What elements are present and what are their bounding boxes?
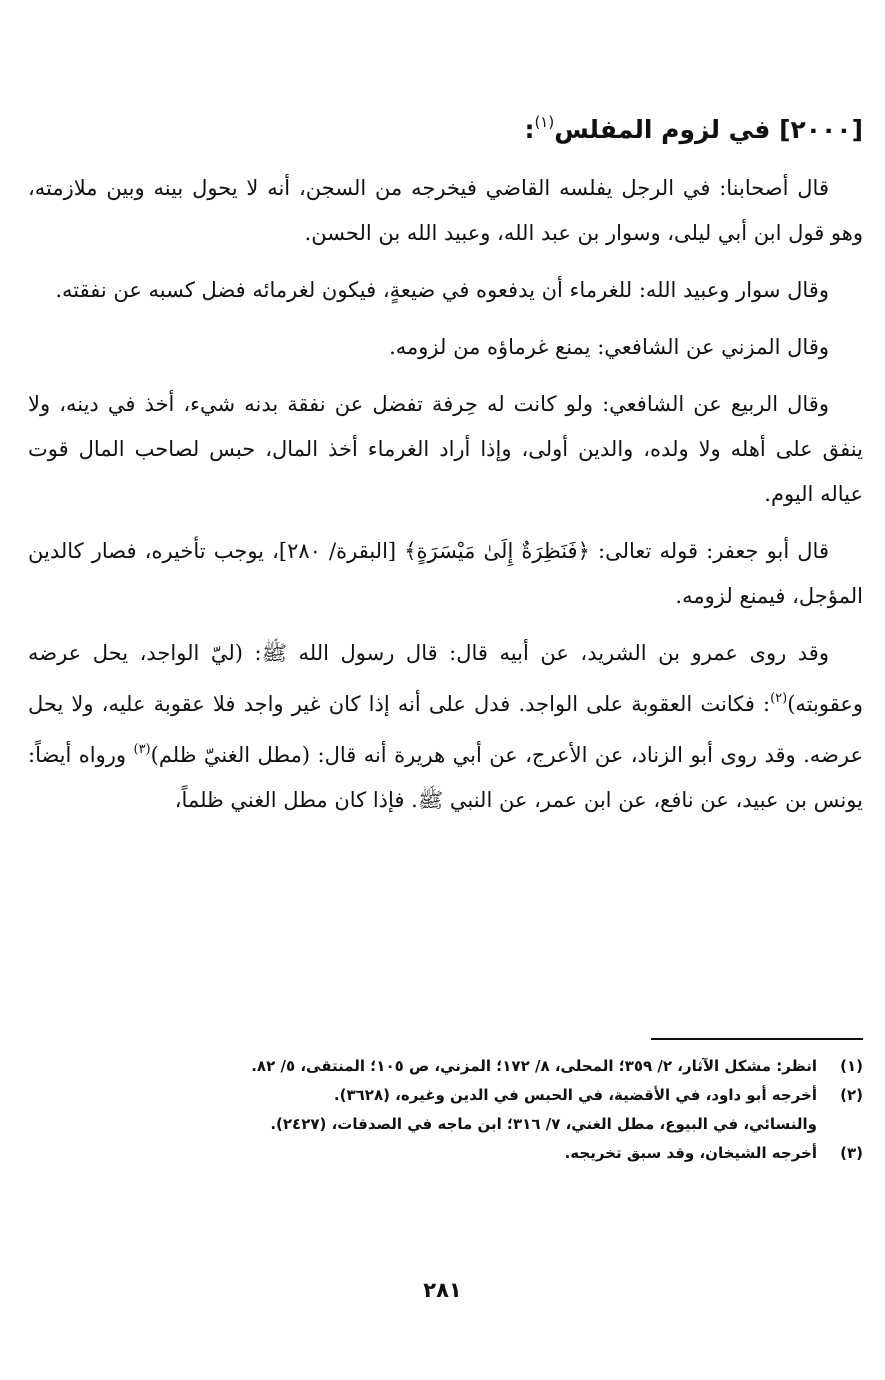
footnote-text: أخرجه أبو داود، في الأقضية، في الحبس في الدين وغيره، (٣٦٢٨). bbox=[333, 1086, 817, 1104]
footnote-number: (٣) bbox=[840, 1144, 863, 1162]
section-heading bbox=[524, 102, 863, 150]
footnote-divider bbox=[651, 1038, 863, 1040]
footnote-text: والنسائي، في البيوع، مطل الغني، ٧/ ٣١٦؛ ابن ماجه في الصدقات، (٢٤٢٧). bbox=[270, 1115, 817, 1133]
footnote-marker[interactable]: (١) bbox=[534, 113, 555, 131]
paragraph bbox=[28, 631, 863, 823]
footnote-text: انظر: مشكل الآثار، ٢/ ٣٥٩؛ المحلى، ٨/ ١٧٢؛ المزني، ص ١٠٥؛ المنتقى، ٥/ ٨٢. bbox=[251, 1057, 817, 1075]
footnote-number: (٢) bbox=[840, 1086, 863, 1104]
section-number: [٢٠٠٠] bbox=[779, 115, 863, 144]
footnote bbox=[28, 1081, 863, 1110]
footnote bbox=[28, 1110, 863, 1139]
paragraph-text: ورواه أيضاً: يونس بن عبيد، عن نافع، عن ابن عمر، عن النبي ﷺ. فإذا كان مطل الغني ظلماً، bbox=[28, 743, 863, 812]
paragraph: قال أبو جعفر: قوله تعالى: ﴿فَنَظِرَةٌ إِلَىٰ مَيْسَرَةٍ﴾ [البقرة/ ٢٨٠]، يوجب تأخيره، فصار كالدين المؤجل، فيمنع لزومه. bbox=[28, 539, 863, 608]
footnote-marker[interactable]: (٢) bbox=[770, 691, 788, 706]
paragraph: وقال سوار وعبيد الله: للغرماء أن يدفعوه في ضيعةٍ، فيكون لغرمائه فضل كسبه عن نفقته. bbox=[55, 278, 829, 302]
paragraph-text: : فكانت العقوبة على الواجد. فدل على أنه إذا كان غير واجد فلا عقوبة عليه، ولا يحل عرضه. وقد روى أبو الزناد، عن الأعرج، عن أبي هريرة أنه قال: (مطل الغنيّ ظلم) bbox=[28, 692, 863, 767]
footnote-number: (١) bbox=[840, 1057, 863, 1075]
paragraph-text: وقد روى عمرو بن الشريد، عن أبيه قال: قال رسول الله ﷺ: (ليّ الواجد، يحل عرضه وعقوبته) bbox=[28, 641, 863, 716]
paragraph: وقال المزني عن الشافعي: يمنع غرماؤه من لزومه. bbox=[389, 335, 829, 359]
body-text bbox=[28, 166, 863, 835]
footnote-text: أخرجه الشيخان، وقد سبق تخريجه. bbox=[564, 1144, 817, 1162]
footnote bbox=[28, 1139, 863, 1168]
paragraph: قال أصحابنا: في الرجل يفلسه القاضي فيخرجه من السجن، أنه لا يحول بينه وبين ملازمته، وهو قول ابن أبي ليلى، وسوار بن عبد الله، وعبيد الله بن الحسن. bbox=[28, 176, 863, 245]
page-number: ٢٨١ bbox=[423, 1278, 462, 1302]
footnote bbox=[28, 1052, 863, 1081]
footnote-number bbox=[817, 1110, 863, 1139]
heading-colon: : bbox=[524, 115, 535, 144]
footnotes bbox=[28, 1052, 863, 1168]
paragraph: وقال الربيع عن الشافعي: ولو كانت له حِرفة تفضل عن نفقة بدنه شيء، أخذ في دينه، ولا ينفق على أهله ولا ولده، والدين أولى، وإذا أراد الغرماء أخذ المال، حبس لصاحب المال قوت عياله اليوم. bbox=[28, 392, 863, 506]
footnote-marker[interactable]: (٣) bbox=[133, 742, 151, 757]
section-title: في لزوم المفلس bbox=[554, 115, 771, 144]
